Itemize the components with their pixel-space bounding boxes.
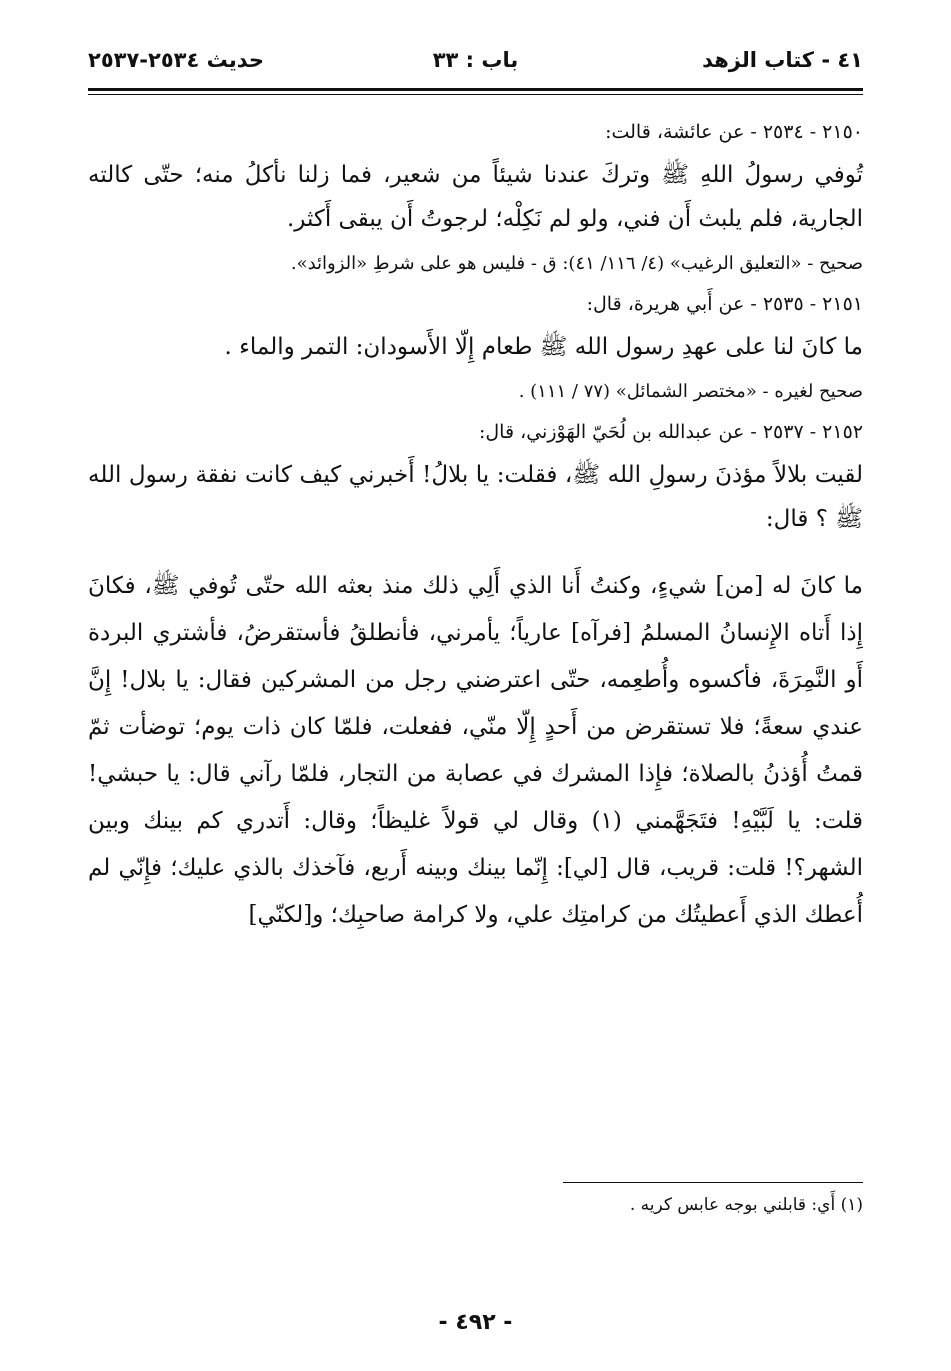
hadith-grade: صحيح لغيره - «مختصر الشمائل» (٧٧ / ١١١) . (518, 381, 863, 402)
hadith-text: تُوفي رسولُ اللهِ ﷺ وتركَ عندنا شيئاً من شعير، فما زلنا نأكلُ منه؛ حتّى كالته الجارية، فلم يلبث أَن فني، ولو لم نَكِلْه؛ لرجوتُ أَن يبقى أَكثر. (88, 162, 863, 232)
section-title: باب : ٣٣ (432, 48, 519, 72)
hadith-heading: ٢١٥٠ - ٢٥٣٤ - عن عائشة، قالت: (605, 121, 863, 143)
hadith-narration: ما كانَ له [من] شيءٍ، وكنتُ أَنا الذي أَلِي ذلك منذ بعثه الله حتّى تُوفي ﷺ، فكانَ إِذا أَتاه الإِنسانُ المسلمُ [فرآه] عارياً؛ يأمرني، فأنطلقُ فأستقرضُ، فأشتري البردة أَو النَّمِرَةَ، فأكسوه وأُطعِمه، حتّى اعترضني رجل من المشركين فقال: يا بلال! إِنَّ عندي سعةً؛ فلا تستقرض من أَحدٍ إِلّا منّي، ففعلت، فلمّا كان ذات يوم؛ توضأت ثمّ قمتُ أُؤذنُ بالصلاة؛ فإِذا المشرك في عصابة من التجار، فلمّا رآني قال: يا حبشي! قلت: يا لَبَّيْهِ! فتَجَهَّمني (١) وقال لي قولاً غليظاً؛ وقال: أَتدري كم بينك وبين الشهر؟! قلت: قريب، قال [لي]: إِنّما بينك وبينه أَربع، فآخذك بالذي عليك؛ فإِنّي لم أُعطك الذي أَعطيتُك من كرامتِك علي، ولا كرامة صاحبِك؛ و[لكنّي] (88, 573, 863, 928)
chapter-title: ٤١ - كتاب الزهد (702, 48, 863, 72)
running-header (88, 40, 863, 80)
header-rule-thin (88, 94, 863, 95)
hadith-range: حديث ٢٥٣٤-٢٥٣٧ (88, 48, 264, 72)
hadith-heading: ٢١٥٢ - ٢٥٣٧ - عن عبدالله بن لُحَيّ الهَوْزني، قال: (478, 421, 863, 443)
header-rule-thick (88, 88, 863, 91)
hadith-heading: ٢١٥١ - ٢٥٣٥ - عن أَبي هريرة، قال: (586, 293, 863, 315)
page-body (88, 119, 863, 939)
book-page (88, 40, 863, 1371)
page-number: - ٤٩٢ - (438, 1310, 513, 1335)
footnote-rule (563, 1182, 863, 1183)
hadith-grade: صحيح - «التعليق الرغيب» (٤/ ١١٦/ ٤١): ق - فليس هو على شرطِ «الزوائد». (290, 253, 863, 274)
hadith-text: لقيت بلالاً مؤذنَ رسولِ الله ﷺ، فقلت: يا بلالُ! أَخبرني كيف كانت نفقة رسول الله ﷺ ؟ قال: (88, 462, 863, 532)
footnote: (١) أَي: قابلني بوجه عابس كريه . (629, 1195, 863, 1215)
hadith-text: ما كانَ لنا على عهدِ رسول الله ﷺ طعام إِلّا الأَسودان: التمر والماء . (224, 334, 863, 360)
